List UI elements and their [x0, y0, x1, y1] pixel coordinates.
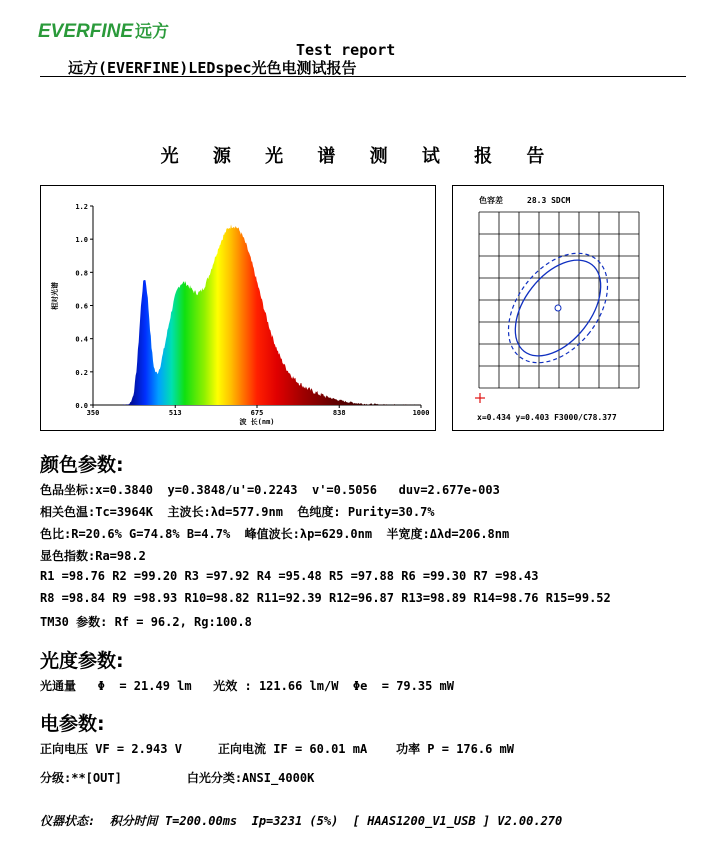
spectrum-x-tick-label: 513	[168, 409, 182, 417]
chromaticity-svg	[453, 186, 663, 430]
everfine-logo: EVERFINE 远方	[38, 21, 170, 42]
r8-r15-line: R8 =98.84 R9 =98.93 R10=98.82 R11=92.39 R12=96.87 R13=98.89 R14=98.76 R15=99.52	[40, 591, 611, 605]
color-ratio-line: 色比:R=20.6% G=74.8% B=4.7% 峰值波长:λp=629.0nm 半宽度:Δλd=206.8nm	[40, 527, 510, 541]
spectrum-y-tick-label: 0.8	[75, 269, 88, 278]
report-subtitle: 远方(EVERFINE)LEDspec光色电测试报告	[68, 59, 357, 77]
chromaticity-coords: 色品坐标:x=0.3840 y=0.3848/u'=0.2243 v'=0.5056 duv=2.677e-003	[40, 483, 500, 497]
spectrum-x-tick-label: 350	[86, 409, 100, 417]
color-params-heading: 颜色参数:	[40, 454, 124, 476]
cct-line: 相关色温:Tc=3964K 主波长:λd=577.9nm 色纯度: Purity=30.7%	[40, 505, 435, 519]
tm30-line: TM30 参数: Rf = 96.2, Rg:100.8	[40, 615, 252, 629]
spectrum-y-tick-label: 1.0	[75, 236, 88, 245]
spectrum-curve	[118, 224, 421, 405]
r1-r7-line: R1 =98.76 R2 =99.20 R3 =97.92 R4 =95.48 R5 =97.88 R6 =99.30 R7 =98.43	[40, 569, 539, 583]
spectrum-ylabel: 相对光谱	[51, 282, 59, 310]
electrical-line: 正向电压 VF = 2.943 V 正向电流 IF = 60.01 mA 功率 P = 176.6 mW	[40, 742, 515, 756]
chromaticity-grid	[479, 212, 639, 388]
spectrum-y-tick-label: 0.4	[75, 335, 88, 344]
measured-point-marker	[475, 393, 485, 403]
spectrum-y-tick-label: 1.2	[75, 203, 88, 211]
report-title: Test report	[296, 41, 396, 59]
spectrum-x-tick-label: 675	[250, 409, 264, 417]
page-title: 光 源 光 谱 测 试 报 告	[160, 146, 559, 167]
spectrum-y-tick-label: 0.6	[75, 302, 88, 311]
tolerance-label: 色容差	[479, 196, 503, 205]
spectrum-y-tick-label: 0.2	[75, 368, 88, 377]
spectrum-x-tick-label: 1000	[412, 409, 430, 417]
spectrum-chart	[40, 185, 436, 431]
cri-line: 显色指数:Ra=98.2	[40, 549, 146, 563]
instrument-status: 仪器状态: 积分时间 T=200.00ms Ip=3231 (5%) [ HAAS1200_V1_USB ] V2.00.270	[40, 814, 563, 828]
spectrum-svg	[41, 186, 435, 430]
chromaticity-chart	[452, 185, 664, 431]
photo-params-heading: 光度参数:	[40, 650, 124, 672]
chromaticity-center-point	[555, 305, 561, 311]
chromaticity-footer: x=0.434 y=0.403 F3000/C78.377	[477, 413, 617, 422]
header-divider	[40, 76, 686, 77]
luminous-flux-line: 光通量 Φ = 21.49 lm 光效 : 121.66 lm/W Φe = 79.35 mW	[40, 679, 455, 693]
spectrum-xlabel: 波 长(nm)	[239, 418, 275, 426]
spectrum-x-tick-label: 838	[332, 409, 346, 417]
tolerance-value: 28.3 SDCM	[527, 196, 571, 205]
spectrum-y-tick-label: 0.0	[75, 402, 88, 410]
bin-line: 分级:**[OUT] 白光分类:ANSI_4000K	[40, 771, 315, 785]
elec-params-heading: 电参数:	[40, 713, 105, 735]
